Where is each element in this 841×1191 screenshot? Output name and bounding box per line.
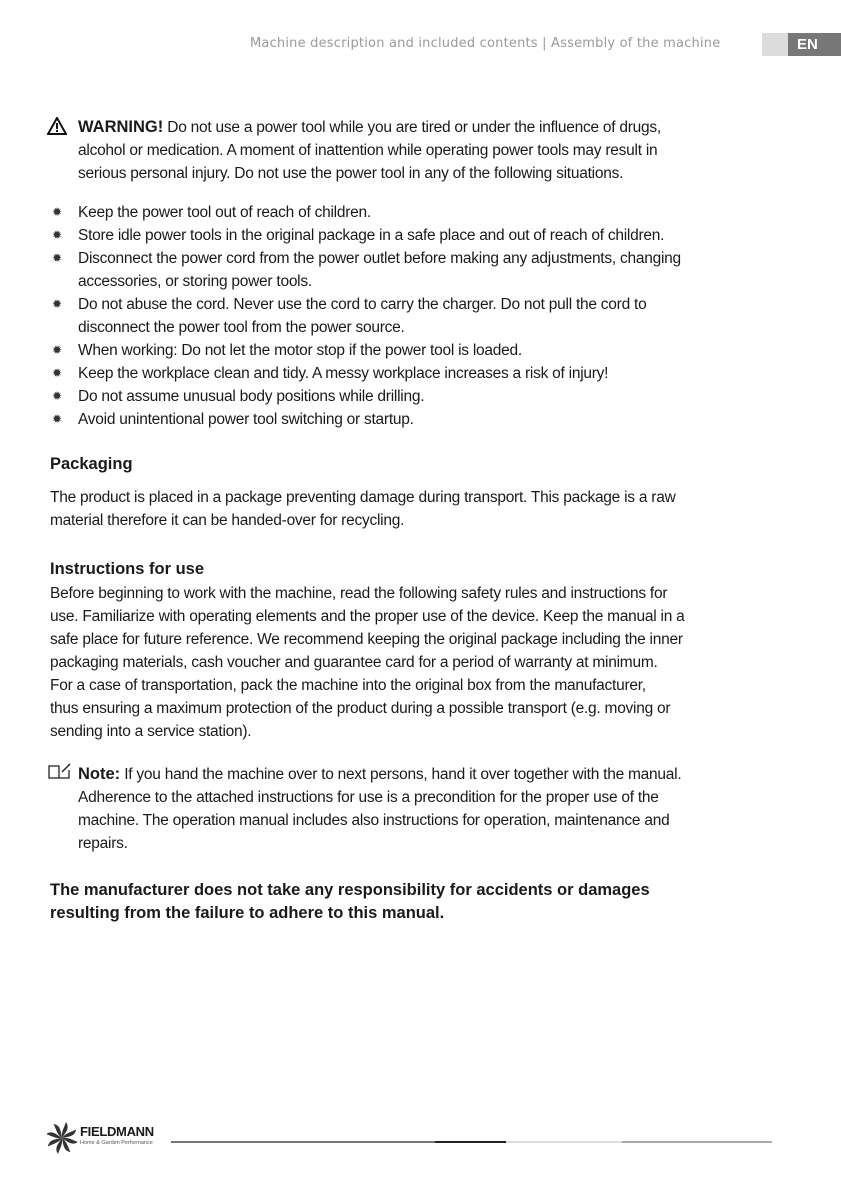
packaging-heading: Packaging	[50, 455, 133, 473]
warning-text: Do not use a power tool while you are tired or under the influence of drugs, alcohol or medication. A moment of inattention while operating power tools may result in serious personal injury. Do not use the power tool in any of the following situations.	[78, 119, 661, 182]
note-label: Note:	[78, 765, 121, 783]
instructions-text: Before beginning to work with the machine, read the following safety rules and instructions for use. Familiarize with operating elements and the proper use of the device. Keep the manual in a safe place for future reference. We recommend keeping the original package including the inner packaging materials, cash voucher and guarantee card for a period of warranty at minimum. For a case of transportation, pack the machine into the original box from the manufacturer, thus ensuring a maximum protection of the product during a possible transport (e.g. moving or sending into a service station).	[50, 585, 685, 740]
list-item: Do not abuse the cord. Never use the cord to carry the charger. Do not pull the cord to disconnect the power tool from the power source.	[78, 296, 647, 336]
footer-rule	[622, 1141, 772, 1143]
list-item: Keep the power tool out of reach of children.	[78, 204, 371, 221]
gear-bullet-icon: ✹	[52, 389, 63, 403]
list-item: Keep the workplace clean and tidy. A messy workplace increases a risk of injury!	[78, 365, 609, 382]
book-note-icon	[48, 762, 72, 780]
list-item: When working: Do not let the motor stop if the power tool is loaded.	[78, 342, 522, 359]
section-title: Machine description and included contents | Assembly of the machine	[250, 36, 721, 51]
instructions-heading: Instructions for use	[50, 560, 205, 578]
warning-label: WARNING!	[78, 118, 164, 136]
header-tab-marker	[762, 33, 788, 56]
warning-paragraph	[78, 116, 778, 185]
footer-rule	[435, 1141, 506, 1143]
fieldmann-logo-icon	[47, 1120, 77, 1156]
gear-bullet-icon: ✹	[52, 366, 63, 380]
brand-tagline: Home & Garden Performance	[80, 1140, 153, 1146]
list-item: Do not assume unusual body positions while drilling.	[78, 388, 425, 405]
gear-bullet-icon: ✹	[52, 228, 63, 242]
gear-bullet-icon: ✹	[52, 251, 63, 265]
gear-bullet-icon: ✹	[52, 343, 63, 357]
footer-rule	[506, 1141, 622, 1143]
language-badge: EN	[788, 33, 841, 56]
gear-bullet-icon: ✹	[52, 297, 63, 311]
gear-bullet-icon: ✹	[52, 412, 63, 426]
brand-name: FIELDMANN	[80, 1124, 154, 1139]
list-item: Store idle power tools in the original package in a safe place and out of reach of children.	[78, 227, 665, 244]
list-item: Avoid unintentional power tool switching or startup.	[78, 411, 414, 428]
warning-icon	[47, 117, 67, 135]
disclaimer: The manufacturer does not take any responsibility for accidents or damages resulting from the failure to adhere to this manual.	[50, 881, 650, 922]
footer-rule	[171, 1141, 435, 1143]
gear-bullet-icon: ✹	[52, 205, 63, 219]
note-text: If you hand the machine over to next persons, hand it over together with the manual. Adherence to the attached instructions for use is a precondition for the proper use of the machine. The operation manual includes also instructions for operation, maintenance and repairs.	[78, 766, 682, 852]
note-paragraph	[78, 763, 798, 855]
list-item: Disconnect the power cord from the power outlet before making any adjustments, changing accessories, or storing power tools.	[78, 250, 681, 290]
packaging-text: The product is placed in a package preventing damage during transport. This package is a raw material therefore it can be handed-over for recycling.	[50, 489, 676, 529]
